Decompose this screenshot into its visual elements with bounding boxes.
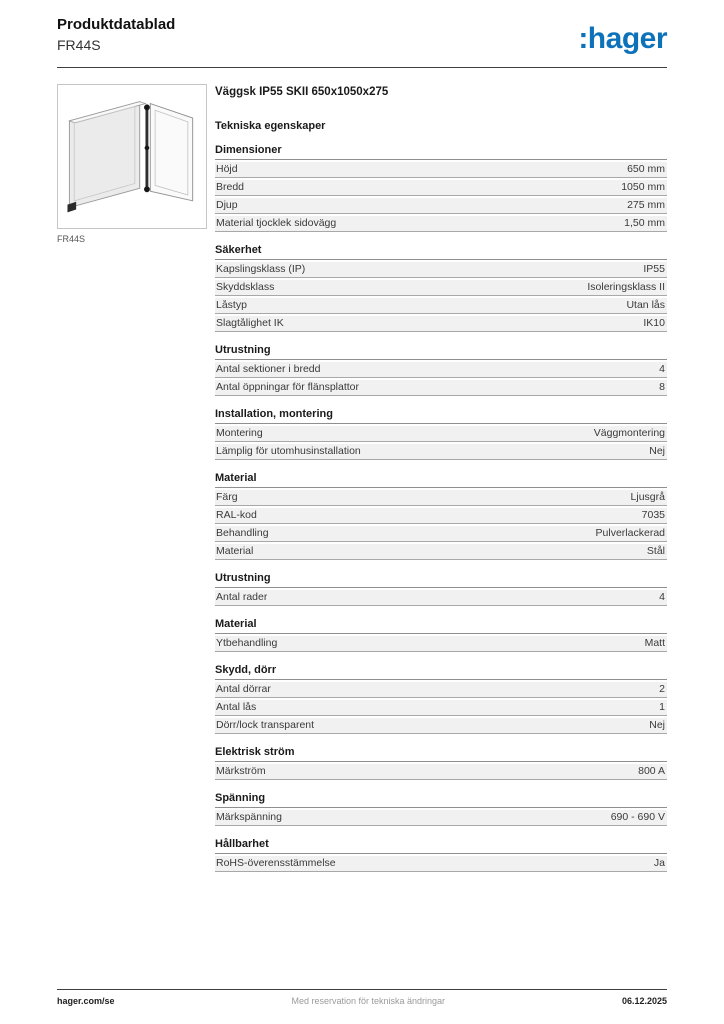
section-title: Elektrisk ström [215, 746, 667, 762]
section-title: Säkerhet [215, 244, 667, 260]
spec-label: RAL-kod [216, 510, 257, 521]
spec-sections [215, 144, 667, 872]
header-divider [57, 67, 667, 68]
hager-logo: :hager [578, 22, 667, 55]
spec-value: Nej [649, 719, 665, 731]
spec-label: Märkström [216, 766, 266, 777]
spec-row [215, 718, 667, 734]
spec-value: 4 [659, 363, 665, 375]
spec-section [215, 344, 667, 396]
spec-label: Antal lås [216, 702, 257, 713]
spec-label: Antal rader [216, 592, 268, 603]
spec-label: Material [216, 546, 254, 557]
spec-label: Skyddsklass [216, 282, 275, 293]
spec-section [215, 244, 667, 332]
spec-row [215, 810, 667, 826]
spec-value: Isoleringsklass II [587, 281, 665, 293]
spec-column [207, 84, 667, 872]
spec-label: Montering [216, 428, 263, 439]
spec-label: Ytbehandling [216, 638, 278, 649]
section-title: Utrustning [215, 572, 667, 588]
spec-row [215, 426, 667, 442]
spec-row [215, 198, 667, 214]
spec-value: IP55 [643, 263, 665, 275]
spec-value: 800 A [638, 765, 665, 777]
spec-label: RoHS-överensstämmelse [216, 858, 336, 869]
product-image-frame [57, 84, 207, 229]
spec-label: Djup [216, 200, 238, 211]
spec-row [215, 636, 667, 652]
spec-row [215, 380, 667, 396]
header-titles [57, 16, 175, 53]
spec-section [215, 144, 667, 232]
spec-section [215, 572, 667, 606]
spec-row [215, 508, 667, 524]
spec-section [215, 472, 667, 560]
spec-value: 4 [659, 591, 665, 603]
spec-value: 1050 mm [621, 181, 665, 193]
section-title: Installation, montering [215, 408, 667, 424]
spec-label: Slagtålighet IK [216, 318, 284, 329]
spec-value: Stål [646, 545, 665, 557]
spec-row [215, 764, 667, 780]
spec-label: Kapslingsklass (IP) [216, 264, 306, 275]
product-title: Väggsk IP55 SKII 650x1050x275 [215, 86, 389, 98]
hager-website-link[interactable]: hager.com/se [57, 996, 115, 1006]
spec-row [215, 856, 667, 872]
spec-value: 8 [659, 381, 665, 393]
section-title: Material [215, 472, 667, 488]
spec-value: Väggmontering [593, 427, 665, 439]
spec-value: IK10 [643, 317, 665, 329]
section-title: Spänning [215, 792, 667, 808]
spec-row [215, 700, 667, 716]
footer-divider [57, 989, 667, 990]
spec-section [215, 618, 667, 652]
spec-value: Utan lås [626, 299, 665, 311]
product-image-column [57, 84, 207, 872]
spec-value: Nej [649, 445, 665, 457]
spec-label: Behandling [216, 528, 269, 539]
spec-row [215, 362, 667, 378]
spec-value: Ja [653, 857, 665, 869]
product-image-caption: FR44S [57, 234, 86, 244]
page-footer [57, 989, 667, 1006]
section-title: Hållbarhet [215, 838, 667, 854]
spec-value: Pulverlackerad [595, 527, 665, 539]
page-header [57, 0, 667, 54]
spec-label: Antal dörrar [216, 684, 271, 695]
section-title: Dimensioner [215, 144, 667, 160]
spec-row [215, 590, 667, 606]
product-reference: FR44S [57, 37, 101, 53]
spec-row [215, 298, 667, 314]
spec-label: Antal öppningar för flänsplattor [216, 382, 360, 393]
spec-row [215, 444, 667, 460]
footer-row [57, 996, 667, 1006]
spec-section [215, 664, 667, 734]
spec-label: Märkspänning [216, 812, 282, 823]
spec-label: Låstyp [216, 300, 247, 311]
spec-section [215, 408, 667, 460]
spec-section [215, 746, 667, 780]
section-title: Material [215, 618, 667, 634]
spec-label: Material tjocklek sidovägg [216, 218, 337, 229]
spec-row [215, 262, 667, 278]
spec-row [215, 682, 667, 698]
product-image [64, 92, 200, 222]
section-title: Skydd, dörr [215, 664, 667, 680]
spec-value: 275 mm [627, 199, 665, 211]
spec-label: Lämplig för utomhusinstallation [216, 446, 361, 457]
spec-row [215, 316, 667, 332]
spec-value: 690 - 690 V [610, 811, 665, 823]
technical-properties-heading: Tekniska egenskaper [215, 120, 326, 132]
spec-value: Matt [644, 637, 665, 649]
section-title: Utrustning [215, 344, 667, 360]
spec-section [215, 792, 667, 826]
spec-row [215, 216, 667, 232]
spec-row [215, 162, 667, 178]
spec-value: 7035 [641, 509, 665, 521]
spec-row [215, 526, 667, 542]
spec-value: 1 [659, 701, 665, 713]
footer-date: 06.12.2025 [621, 996, 667, 1006]
spec-label: Färg [216, 492, 238, 503]
spec-section [215, 838, 667, 872]
spec-value: Ljusgrå [630, 491, 665, 503]
spec-row [215, 180, 667, 196]
spec-value: 1,50 mm [624, 217, 665, 229]
spec-value: 650 mm [627, 163, 665, 175]
spec-label: Bredd [216, 182, 245, 193]
spec-label: Höjd [216, 164, 238, 175]
spec-row [215, 544, 667, 560]
spec-row [215, 280, 667, 296]
spec-label: Antal sektioner i bredd [216, 364, 321, 375]
spec-row [215, 490, 667, 506]
spec-label: Dörr/lock transparent [216, 720, 315, 731]
spec-value: 2 [659, 683, 665, 695]
document-title: Produktdatablad [57, 16, 176, 33]
footer-disclaimer: Med reservation för tekniska ändringar [291, 996, 446, 1006]
main-content [57, 84, 667, 872]
